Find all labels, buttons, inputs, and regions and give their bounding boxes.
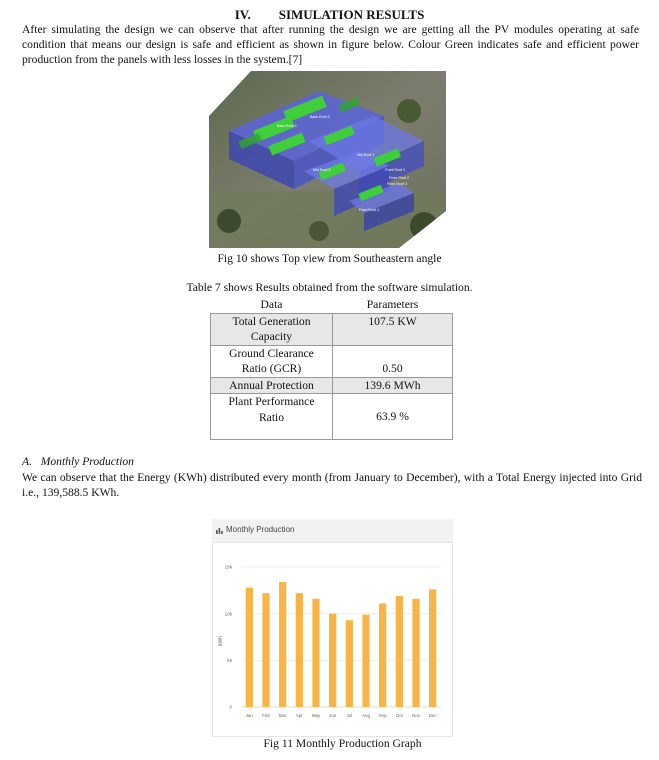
- table-header-data: Data: [260, 298, 283, 311]
- chart-bar-jul: [346, 620, 353, 707]
- chart-x-tick-label: Apr: [295, 713, 303, 718]
- roof-label: Front Roof 3: [387, 182, 407, 186]
- chart-x-tick-label: May: [311, 713, 321, 718]
- table-cell-value: 63.9 %: [333, 394, 453, 440]
- monthly-paragraph: We can observe that the Energy (KWh) distributed every month (from January to December), with a Total Energy injected into Grid i.e., 139,588.5 KWh.: [22, 471, 642, 499]
- chart-x-tick-label: Nov: [412, 713, 420, 718]
- table-cell-value: 107.5 KW: [333, 313, 453, 345]
- subsection-letter: A.: [22, 455, 32, 468]
- chart-y-tick-label: 15k: [224, 564, 232, 570]
- table-cell-label: Total Generation Capacity: [211, 313, 333, 345]
- chart-bar-feb: [262, 593, 269, 707]
- bar-chart-icon: [216, 527, 223, 534]
- table-cell-value: 0.50: [333, 345, 453, 377]
- chart-bar-nov: [412, 599, 419, 707]
- table-header-parameters: Parameters: [366, 298, 419, 311]
- chart-y-labels: [225, 565, 233, 710]
- figure11-caption: Fig 11 Monthly Production Graph: [263, 737, 422, 750]
- roof-label: Back Roof 2: [277, 124, 297, 128]
- roof-label: Back Roof 3: [310, 115, 330, 119]
- chart-bar-may: [312, 599, 319, 707]
- table-row: [211, 345, 453, 377]
- table-cell-label: Plant Performance Ratio: [211, 394, 333, 440]
- chart-y-axis-title: kWh: [218, 636, 224, 646]
- monthly-production-chart: [212, 543, 453, 737]
- chart-y-tick-label: 5k: [227, 657, 232, 663]
- chart-x-tick-label: Jan: [245, 713, 253, 718]
- chart-x-tick-label: Jun: [329, 713, 337, 718]
- chart-bar-dec: [429, 589, 436, 707]
- chart-y-tick-label: 10k: [224, 611, 232, 617]
- table-row: [211, 394, 453, 440]
- chart-title: Monthly Production: [226, 525, 295, 534]
- chart-x-tick-label: Aug: [362, 713, 370, 718]
- table7-caption: Table 7 shows Results obtained from the software simulation.: [186, 281, 473, 294]
- table-cell-label: Ground Clearance Ratio (GCR): [211, 345, 333, 377]
- chart-x-labels: [246, 713, 438, 718]
- chart-bar-jun: [329, 614, 336, 707]
- results-table: [210, 297, 453, 440]
- chart-bar-mar: [279, 582, 286, 707]
- section-heading: [0, 7, 659, 23]
- roof-label: Front Roof 2: [389, 176, 409, 180]
- chart-bar-aug: [362, 615, 369, 707]
- table-row: [211, 313, 453, 345]
- chart-bars: [246, 582, 437, 707]
- intro-paragraph: After simulating the design we can observe that after running the design we are getting all the PV modules operating at safe condition that means our design is safe and efficient as shown in figure below. Colour Green indicates safe and efficient power production from the panels with less losses in the system.[7]: [22, 23, 639, 66]
- figure10-caption: Fig 10 shows Top view from Southeastern angle: [217, 252, 442, 265]
- section-title: SIMULATION RESULTS: [278, 7, 425, 22]
- subsection-title: Monthly Production: [40, 455, 134, 468]
- table-cell-label: Annual Protection: [211, 377, 333, 394]
- chart-grid: [241, 567, 441, 707]
- chart-x-tick-label: Oct: [395, 713, 403, 718]
- chart-x-tick-label: Sep: [378, 713, 387, 718]
- table-cell-value: 139.6 MWh: [333, 377, 453, 394]
- chart-bar-sep: [379, 603, 386, 707]
- chart-y-tick-label: 0: [229, 704, 232, 710]
- chart-x-tick-label: Jul: [346, 713, 353, 718]
- chart-bar-apr: [296, 593, 303, 707]
- subsection-heading: [22, 455, 134, 468]
- chart-x-tick-label: Mar: [278, 713, 287, 718]
- aerial-pv-render: [209, 71, 446, 248]
- roof-label: Front Roof 1: [385, 168, 405, 172]
- chart-bar-oct: [396, 596, 403, 707]
- chart-x-tick-label: Dec: [428, 713, 437, 718]
- table-header-row: [211, 297, 453, 313]
- roof-label: Mid Roof 3: [313, 168, 331, 172]
- chart-bar-jan: [246, 588, 253, 707]
- table-row: [211, 377, 453, 394]
- section-number: IV.: [234, 7, 251, 22]
- chart-x-tick-label: Feb: [262, 713, 270, 718]
- roof-label: Mid Roof 1: [357, 153, 375, 157]
- roof-label: Front Roof 4: [359, 208, 379, 212]
